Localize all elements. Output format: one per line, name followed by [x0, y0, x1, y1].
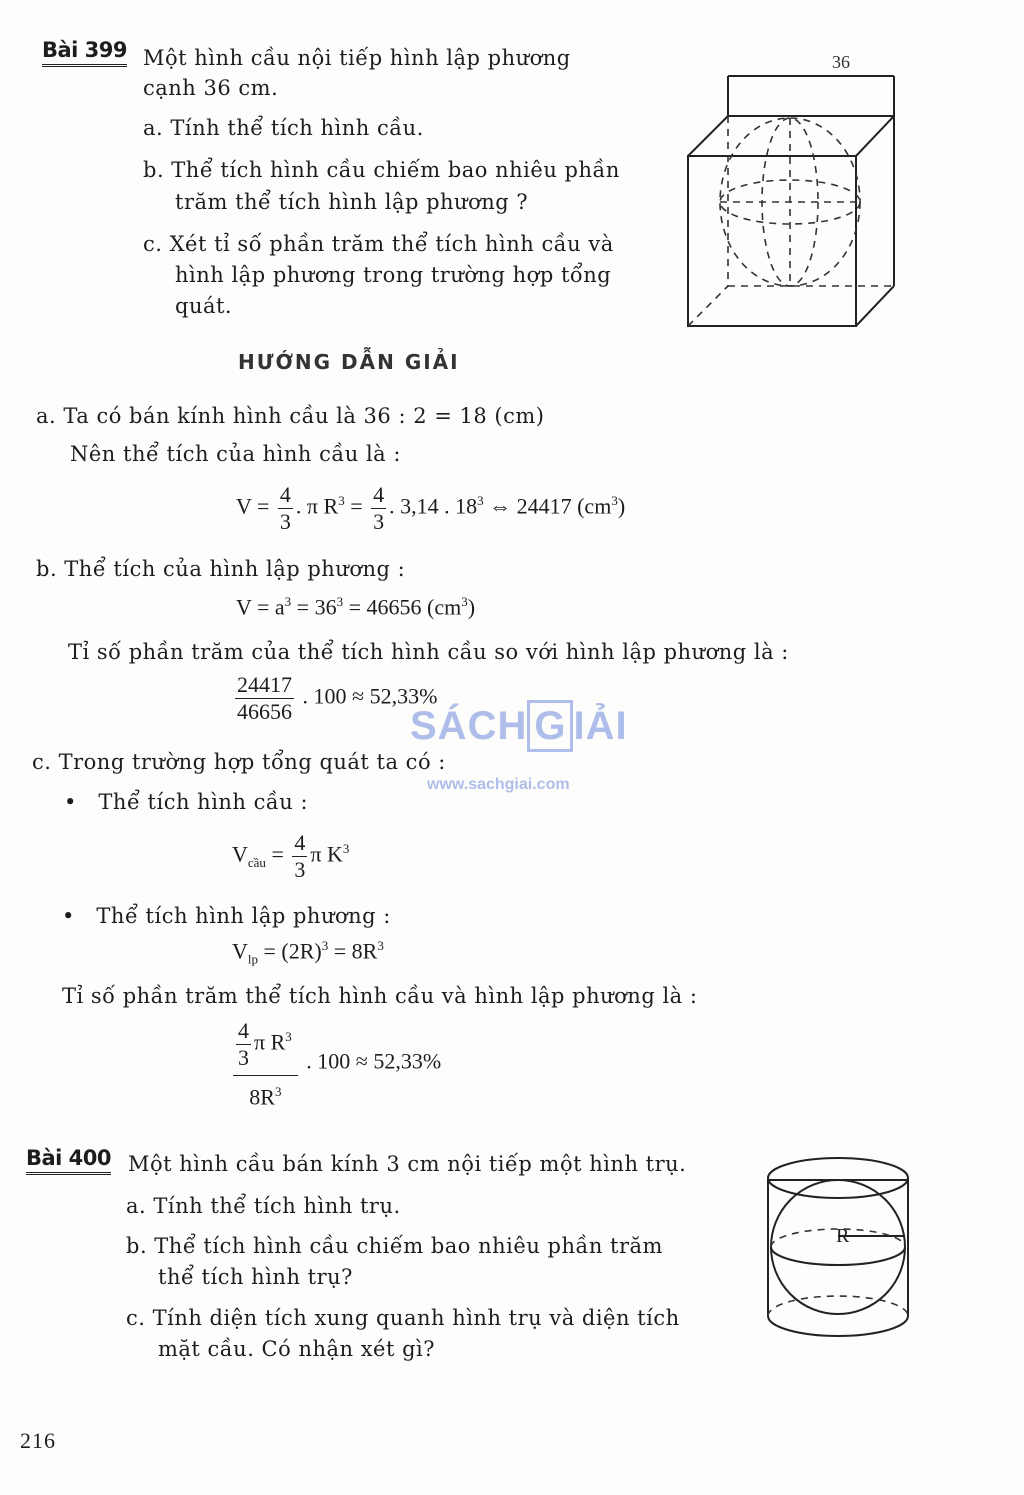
exercise-400-part-b-line2: thể tích hình trụ? — [158, 1265, 353, 1289]
solution-a-line1: a. Ta có bán kính hình cầu là 36 : 2 = 18 (cm) — [36, 404, 545, 428]
general-cube-volume: $V_{lp} = (2R)^3 = 8R^3$ — [232, 938, 384, 967]
page-number: 216 — [20, 1428, 56, 1453]
bullet-dot: • — [62, 904, 75, 928]
solution-a-line2: Nên thể tích của hình cầu là : — [70, 442, 401, 466]
exercise-399-part-b-line1: b. Thể tích hình cầu chiếm bao nhiêu phần — [143, 158, 620, 182]
exercise-399-label: Bài 399 — [42, 38, 127, 67]
general-sphere-volume: $V_{cầu}$ = $\frac{4}{3}$ π $K^3$ — [232, 830, 350, 882]
exercise-400-part-c-line2: mặt cầu. Có nhận xét gì? — [158, 1337, 436, 1361]
exercise-400-part-b-line1: b. Thể tích hình cầu chiếm bao nhiêu phần trăm — [126, 1234, 663, 1258]
ratio-equation-b: $\frac{24417}{46656}$ . 100 ≈ 52,33% — [237, 672, 438, 724]
cylinder-sphere-figure — [758, 1148, 918, 1348]
sphere-volume-equation: V = $\frac{4}{3}$ . π $R^3$ = $\frac{4}{3}$ . 3,14 . $18^3$ ⇔ 24417 $(cm^3)$ — [236, 482, 626, 534]
solution-c-bullet1: • Thể tích hình cầu : — [64, 790, 309, 814]
solution-b-line1: b. Thể tích của hình lập phương : — [36, 557, 406, 581]
bullet-dot: • — [64, 790, 77, 814]
cylinder-bottom-front — [768, 1316, 908, 1336]
radius-label: R — [836, 1225, 850, 1247]
ratio-equation-c: $\frac{4}{3}$ π $R^3$ $8R^3$ . 100 ≈ 52,33% — [230, 1018, 441, 1109]
exercise-399-intro-line2: cạnh 36 cm. — [143, 76, 279, 100]
exercise-400-part-c-line1: c. Tính diện tích xung quanh hình trụ và diện tích — [126, 1306, 680, 1330]
solution-c-bullet2: • Thể tích hình lập phương : — [62, 904, 391, 928]
exercise-399-part-a: a. Tính thể tích hình cầu. — [143, 116, 424, 140]
cube-edge-label: 36 — [832, 52, 850, 72]
inscribed-sphere — [771, 1180, 905, 1314]
cube-sphere-figure — [680, 40, 910, 340]
exercise-399-intro-line1: Một hình cầu nội tiếp hình lập phương — [143, 46, 571, 70]
solution-b-line2: Tỉ số phần trăm của thể tích hình cầu so với hình lập phương là : — [68, 640, 789, 664]
exercise-399-part-c-line1: c. Xét tỉ số phần trăm thể tích hình cầu và — [143, 232, 614, 256]
exercise-399-part-b-line2: trăm thể tích hình lập phương ? — [175, 190, 529, 214]
exercise-400-intro: Một hình cầu bán kính 3 cm nội tiếp một hình trụ. — [128, 1152, 687, 1176]
exercise-400-part-a: a. Tính thể tích hình trụ. — [126, 1194, 401, 1218]
solution-c-line2: Tỉ số phần trăm thể tích hình cầu và hình lập phương là : — [62, 984, 698, 1008]
exercise-400-label: Bài 400 — [26, 1146, 111, 1175]
sachgiai-watermark-logo: SÁCH G IẢI — [410, 700, 628, 752]
solution-heading: HƯỚNG DẪN GIẢI — [238, 350, 460, 374]
sphere-equator-front — [771, 1247, 905, 1265]
cylinder-top — [768, 1158, 908, 1198]
exercise-399-part-c-line3: quát. — [175, 294, 233, 318]
solution-c-line1: c. Trong trường hợp tổng quát ta có : — [32, 750, 446, 774]
sachgiai-watermark-url: www.sachgiai.com — [427, 776, 570, 793]
cube-volume-equation: $V = a^3 = 36^3 = 46656$ $(cm^3)$ — [236, 594, 476, 620]
exercise-399-part-c-line2: hình lập phương trong trường hợp tổng — [175, 263, 612, 287]
